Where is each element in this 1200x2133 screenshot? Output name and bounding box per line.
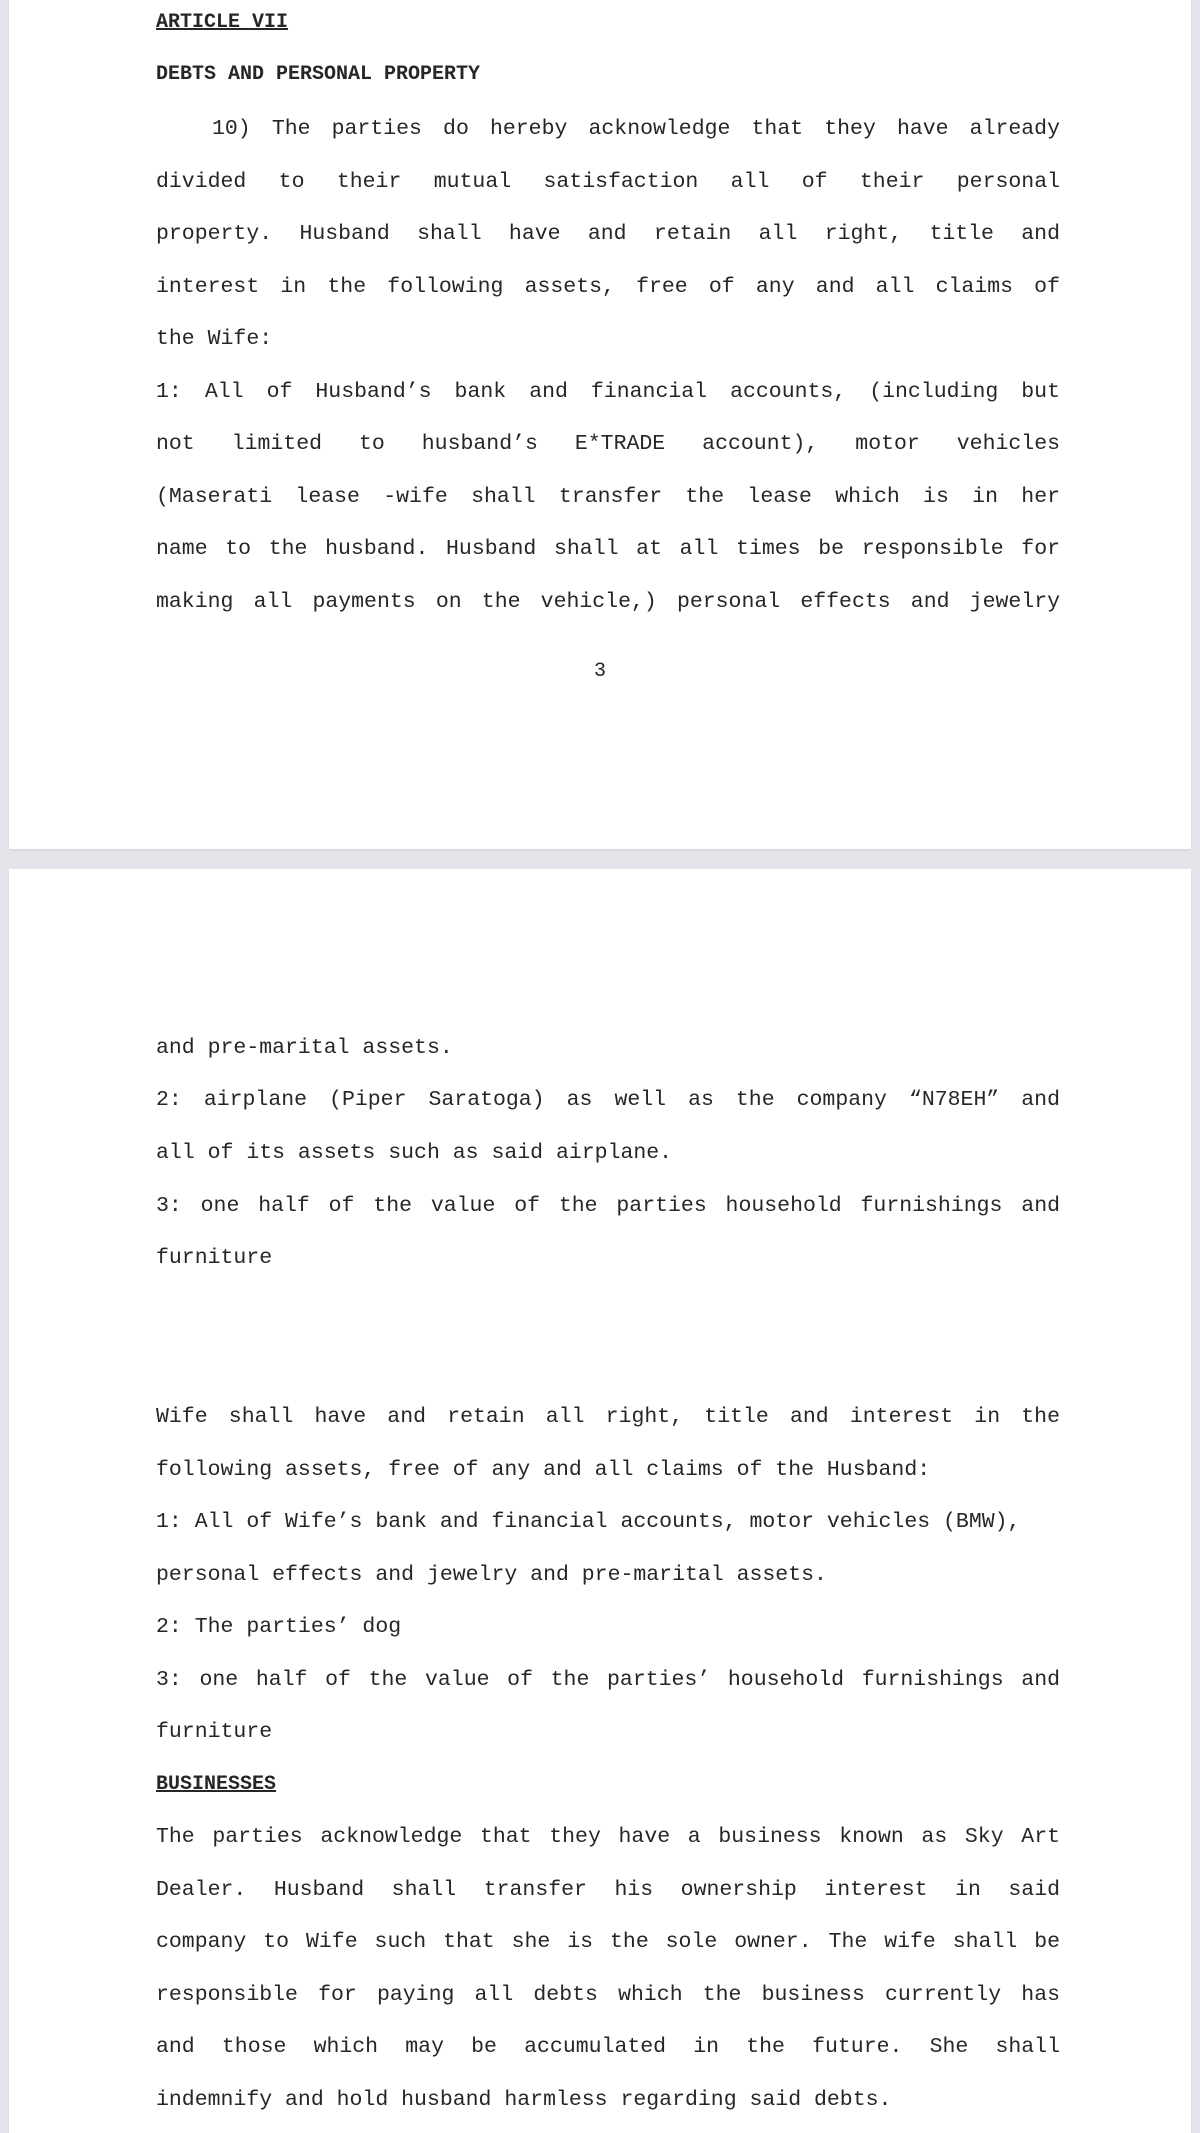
paragraph-line: Dealer. Husband shall transfer his ownership interest in said	[156, 1878, 1060, 1902]
paragraph-line: the Wife:	[156, 327, 273, 351]
paragraph-line: 1: All of Husband’s bank and financial accounts, (including but	[156, 380, 1060, 404]
paragraph-line: divided to their mutual satisfaction all of their personal	[156, 170, 1060, 194]
paragraph-line: Wife shall have and retain all right, title and interest in the	[156, 1405, 1060, 1429]
paragraph-line: property. Husband shall have and retain all right, title and	[156, 222, 1060, 246]
article-heading: ARTICLE VII	[156, 11, 289, 34]
paragraph-line: furniture	[156, 1720, 273, 1744]
document-page-2	[9, 869, 1191, 2133]
document-page-1	[9, 0, 1191, 849]
paragraph-line: name to the husband. Husband shall at all times be responsible for	[156, 537, 1060, 561]
paragraph-line: all of its assets such as said airplane.	[156, 1141, 673, 1165]
paragraph-line: furniture	[156, 1246, 273, 1270]
paragraph-line: and pre-marital assets.	[156, 1036, 453, 1060]
paragraph-line: 3: one half of the value of the parties household furnishings and	[156, 1194, 1060, 1218]
section-heading: DEBTS AND PERSONAL PROPERTY	[156, 63, 481, 86]
paragraph-line: following assets, free of any and all claims of the Husband:	[156, 1458, 931, 1482]
paragraph-line: indemnify and hold husband harmless regarding said debts.	[156, 2088, 892, 2112]
paragraph-line: 10) The parties do hereby acknowledge that they have already	[212, 117, 1060, 141]
paragraph-line: personal effects and jewelry and pre-marital assets.	[156, 1563, 827, 1587]
businesses-heading: BUSINESSES	[156, 1773, 277, 1796]
paragraph-line: making all payments on the vehicle,) personal effects and jewelry	[156, 590, 1060, 614]
page-number: 3	[593, 660, 606, 683]
paragraph-line: company to Wife such that she is the sole owner. The wife shall be	[156, 1930, 1060, 1954]
paragraph-line: not limited to husband’s E*TRADE account), motor vehicles	[156, 432, 1060, 456]
paragraph-line: interest in the following assets, free of any and all claims of	[156, 275, 1060, 299]
paragraph-line: (Maserati lease -wife shall transfer the lease which is in her	[156, 485, 1060, 509]
paragraph-line: 3: one half of the value of the parties’ household furnishings and	[156, 1668, 1060, 1692]
paragraph-line: responsible for paying all debts which the business currently has	[156, 1983, 1060, 2007]
paragraph-line: The parties acknowledge that they have a business known as Sky Art	[156, 1825, 1060, 1849]
paragraph-line: 2: airplane (Piper Saratoga) as well as the company “N78EH” and	[156, 1088, 1060, 1112]
paragraph-line: and those which may be accumulated in the future. She shall	[156, 2035, 1060, 2059]
paragraph-line: 1: All of Wife’s bank and financial accounts, motor vehicles (BMW),	[156, 1510, 1021, 1534]
paragraph-line: 2: The parties’ dog	[156, 1615, 402, 1639]
